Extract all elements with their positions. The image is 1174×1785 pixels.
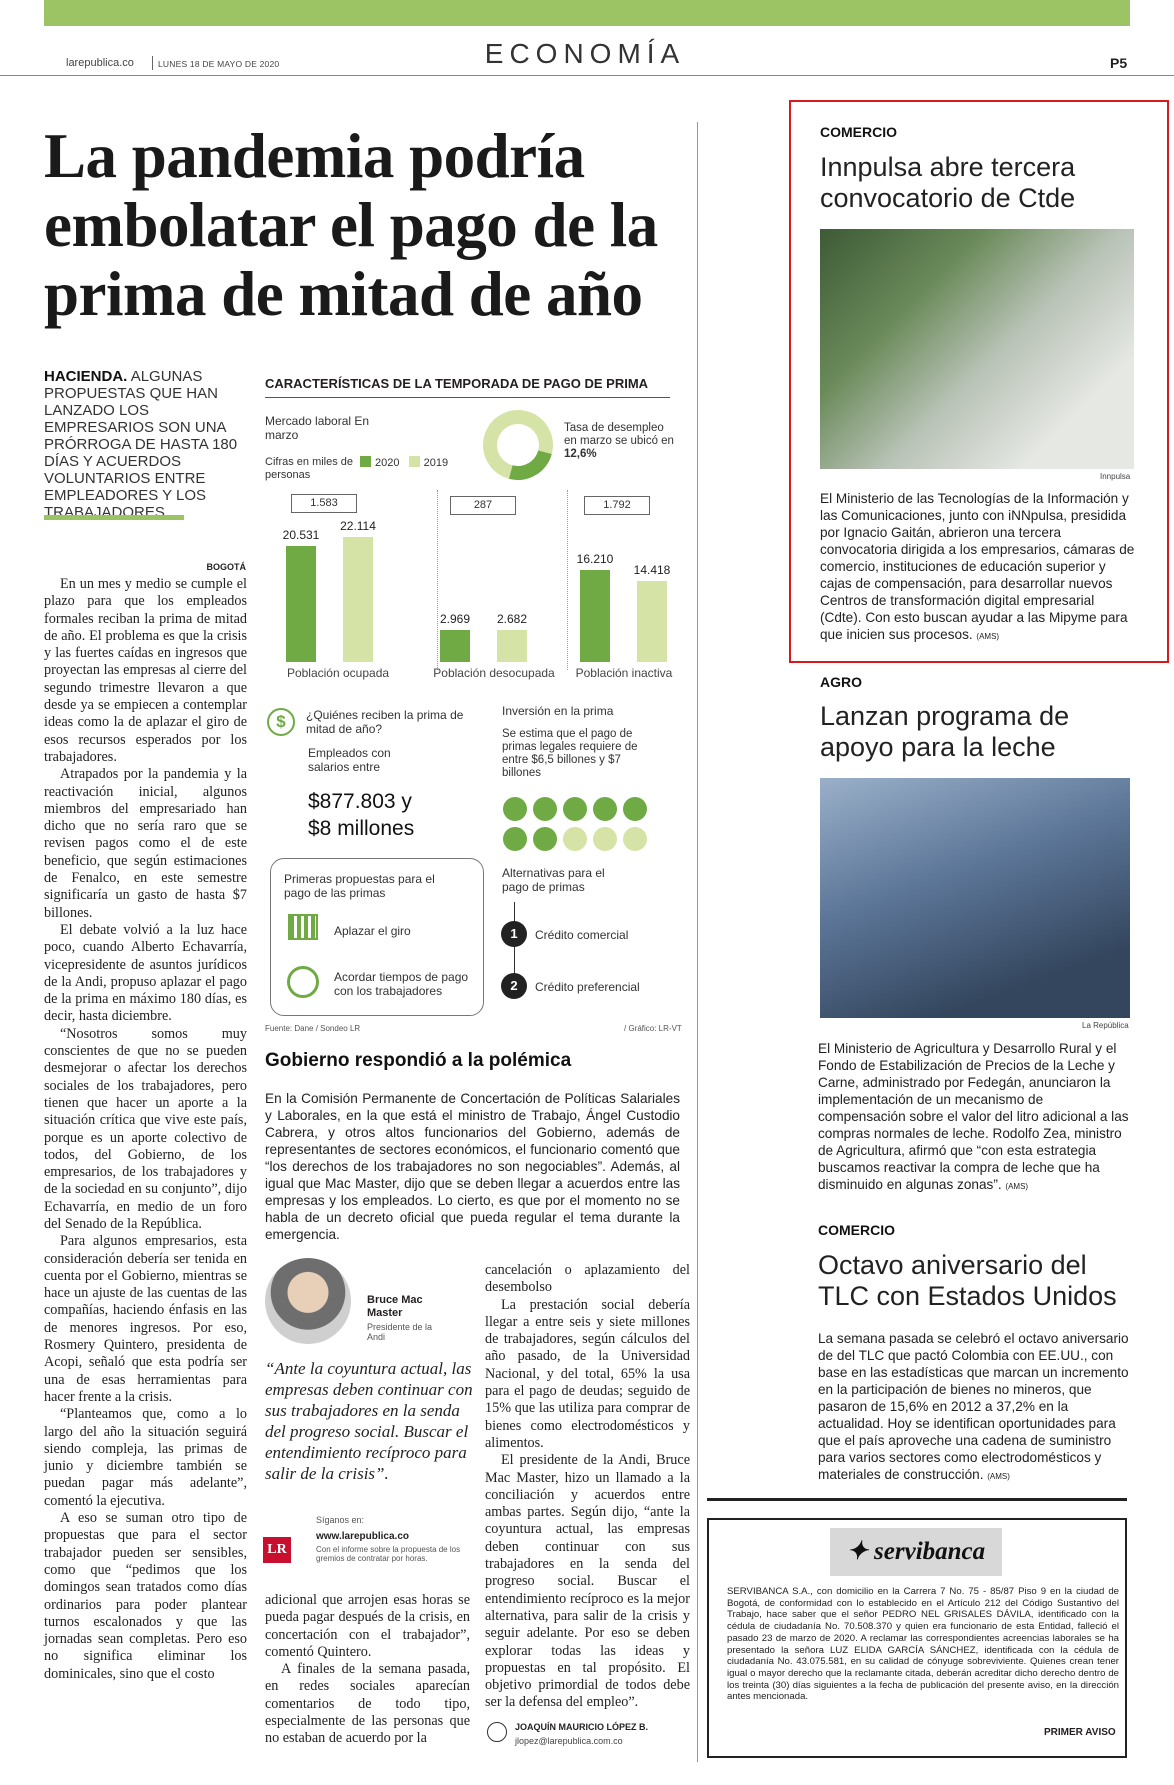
paragraph: “Planteamos que, como a lo largo del año la situación seguirá siendo compleja, las primas de junio y diciembre también se puedan pagar más adelante”, comentó la ejecutiva. bbox=[44, 1406, 247, 1509]
notice-footer: PRIMER AVISO bbox=[1044, 1727, 1116, 1738]
top-color-band bbox=[44, 0, 1130, 26]
paragraph: La prestación social debería llegar a entre seis y siete millones de trabajadores, según cálculos del año pasado, de la Universidad Nacional, y del total, 65% la usa para el pago de deudas; seguido de 15% que las utiliza para comprar de bienes como electrodomésticos y alimentos. bbox=[485, 1296, 690, 1451]
sidebar-2-body bbox=[818, 1040, 1134, 1195]
photo-credit: Innpulsa bbox=[1100, 472, 1131, 481]
lr-logo: LR bbox=[263, 1537, 291, 1563]
paragraph: adicional que arrojen esas horas se pueda pagar después de la crisis, en concertación con el trabajador”, comentó Quintero. bbox=[265, 1592, 470, 1660]
investment-dot bbox=[623, 827, 647, 851]
investment-dot bbox=[533, 797, 557, 821]
clock-icon bbox=[287, 966, 319, 998]
unemployment-donut bbox=[470, 397, 566, 493]
follow-text: Con el informe sobre la propuesta de los gremios de contratar por horas. bbox=[316, 1545, 461, 1563]
bar bbox=[286, 546, 316, 662]
site-name: larepublica.co bbox=[66, 57, 134, 69]
headline: La pandemia podría embolatar el pago de la prima de mitad de año bbox=[44, 121, 658, 329]
subheading: Gobierno respondió a la polémica bbox=[265, 1050, 572, 1071]
investment-dot bbox=[503, 827, 527, 851]
signature: (AMS) bbox=[987, 1472, 1010, 1481]
investment-dot bbox=[593, 797, 617, 821]
author-chat-icon bbox=[487, 1722, 507, 1742]
author-email[interactable]: jlopez@larepublica.com.co bbox=[515, 1736, 623, 1746]
graphic-title: CARACTERÍSTICAS DE LA TEMPORADA DE PAGO DE PRIMA bbox=[265, 376, 670, 398]
dollar-icon: $ bbox=[267, 708, 295, 736]
sidebar-2-kicker: AGRO bbox=[820, 674, 862, 690]
brand-icon: ✦ bbox=[846, 1538, 868, 1565]
graphic-divider bbox=[567, 490, 568, 670]
sidebar-1-body bbox=[820, 490, 1136, 645]
legend-swatch-2020 bbox=[360, 456, 371, 467]
section-title: ECONOMÍA bbox=[484, 38, 686, 69]
lede-text: ALGUNAS PROPUESTAS QUE HAN LANZADO LOS EMPRESARIOS SON UNA PRÓRROGA DE HASTA 180 DÍAS Y ACUERDOS VOLUNTARIOS ENTRE EMPLEADORES Y LOS TRABAJADORES bbox=[44, 368, 238, 521]
sub-body: En la Comisión Permanente de Concertación de Políticas Salariales y Laborales, en la que está el ministro de Trabajo, Ángel Custodio Cabrera, y otros altos funcionarios del Gobierno, además de representantes de sectores económicos, el funcionario comentó que “los derechos de los trabajadores no son negociables”. Además, al igual que Mac Master, dijo que se deben llegar a acuerdos entre las empresas y los empleados. Lo cierto, es que por el momento no se habla de un decreto oficial que pueda regular el tema durante la emergencia. bbox=[265, 1091, 680, 1242]
graphic-divider bbox=[437, 490, 438, 670]
investment-dot bbox=[503, 797, 527, 821]
notice-text: SERVIBANCA S.A., con domicilio en la Carrera 7 No. 75 - 85/87 Piso 9 en la ciudad de Bogotá, de conformidad con lo establecido en el Artículo 212 del Código Sustantivo del Trabajo, hace saber que el señor PEDRO NEL GRISALES DÁVILA, identificado con la cédula de ciudadanía No. 70.508.370 y quien era funcionario de esta Entidad, falleció el pasado 23 de marzo de 2020. A reclamar las correspondientes acreencias laborales se ha presentado la señora LUZ ELIDA GARCÍA SÁNCHEZ, identificada con la cédula de ciudadanía No. 43.075.581, en su calidad de cónyuge sobreviviente. Quienes crean tener igual o mayor derecho que la reclamante citada, deberán acreditar dicho derecho dentro de los treinta (30) días siguientes a la fecha de publicación del presente aviso, en la dirección antes mencionada. bbox=[727, 1586, 1119, 1703]
servibanca-logo bbox=[830, 1528, 1002, 1576]
lede-rule bbox=[44, 515, 184, 520]
bar-value-label: 2.969 bbox=[439, 612, 471, 626]
unemployment-caption: Tasa de desempleo en marzo se ubicó en bbox=[564, 422, 674, 447]
lede-tag: HACIENDA. bbox=[44, 368, 128, 385]
bar-value-label: 16.210 bbox=[576, 552, 614, 567]
follow-label: Síganos en: bbox=[316, 1515, 365, 1525]
sidebar-1-kicker: COMERCIO bbox=[820, 124, 897, 140]
article-column-2 bbox=[265, 1592, 470, 1748]
investment-dot bbox=[533, 827, 557, 851]
sidebar-3-body bbox=[818, 1330, 1134, 1485]
diff-box-ocupada: 1.583 bbox=[291, 494, 357, 513]
sidebar-2-title: Lanzan programa de apoyo para la leche bbox=[820, 701, 1070, 762]
investment-text: Se estima que el pago de primas legales requiere de entre $6,5 billones y $7 billones bbox=[502, 728, 638, 779]
paragraph: En un mes y medio se cumple el plazo para que los empleados formales reciban la prima de mitad de año. El problema es que la crisis y las fuertes caídas en ingresos que proyectan las empresas al cierre del segundo trimestre llevaron a que desde ya se empiecen a contemplar ideas como la de aplazar el giro de esos recursos esperados por los trabajadores. bbox=[44, 576, 247, 765]
author-name: JOAQUÍN MAURICIO LÓPEZ B. bbox=[515, 1722, 649, 1732]
investment-dot bbox=[593, 827, 617, 851]
article-column-1 bbox=[44, 576, 247, 1683]
paragraph: cancelación o aplazamiento del desembolso bbox=[485, 1262, 690, 1296]
legend-2019: 2019 bbox=[423, 457, 449, 469]
category-label: Población inactiva bbox=[575, 666, 673, 680]
header-separator bbox=[152, 56, 153, 70]
bar bbox=[343, 537, 373, 662]
alternative-number: 1 bbox=[501, 921, 527, 947]
bar-value-label: 14.418 bbox=[633, 562, 671, 577]
bar-value-label: 2.682 bbox=[496, 612, 528, 626]
quote-person-role: Presidente de la Andi bbox=[367, 1322, 433, 1342]
bruce-mac-master-portrait bbox=[265, 1258, 351, 1344]
diff-box-inactiva: 1.792 bbox=[584, 496, 650, 515]
paragraph: Atrapados por la pandemia y la reactivación inicial, algunos miembros del empresariado han dicho que no sería raro que se revisen pagos como el de este beneficio, que según estimaciones de Fenalco, en este semestre significaría un gasto de hasta $7 billones. bbox=[44, 766, 247, 921]
ignacio-gaitan-photo bbox=[820, 229, 1134, 469]
column-divider bbox=[697, 122, 698, 1762]
bar-value-label: 22.114 bbox=[340, 519, 376, 533]
sidebar-3-text: La semana pasada se celebró el octavo aniversario de del TLC que pactó Colombia con EE.UU., con base en las estadísticas que marcan un incremento en la participación de bienes no mineros, que pasaron de 15,6% en 2012 a 37,2% en la actualidad. Hoy se identifican oportunidades para que el país aproveche una cadena de suministro para varios sectores como electrodomésticos y materiales de construcción. bbox=[818, 1331, 1129, 1482]
alternative-number: 2 bbox=[501, 973, 527, 999]
sidebar-3-title: Octavo aniversario del TLC con Estados Unidos bbox=[818, 1250, 1117, 1311]
photo-credit: La República bbox=[1082, 1021, 1129, 1030]
proposal-1: Aplazar el giro bbox=[334, 924, 411, 938]
page-number: P5 bbox=[1110, 55, 1128, 71]
unemployment-text bbox=[564, 422, 674, 461]
paragraph: El presidente de la Andi, Bruce Mac Master, hizo un llamado a la conciliación y acuerdos entre ambas partes. Según dijo, “ante la coyuntura actual, las empresas deben continuar con sus trabajadores en la senda del progreso social. Buscar el entendimiento recíproco es la mejor alternativa, para salir de la crisis y seguir adelante. Por eso se deben explorar todas las ideas y propuestas en tal propósito. El objetivo primordial de todos debe ser la defensa del empleo”. bbox=[485, 1452, 690, 1711]
lede bbox=[44, 368, 259, 521]
header-rule bbox=[0, 75, 1174, 76]
paragraph: El debate volvió a la luz hace poco, cuando Alberto Echavarría, vicepresidente de asuntos jurídicos de la Andi, propuso aplazar el pago de la prima en máximo 180 días, es decir, hasta diciembre. bbox=[44, 921, 247, 1025]
paragraph: Para algunos empresarios, esta consideración debería ser tenida en cuenta por el Gobierno, mientras se hace un ajuste de las cuentas de las compañías, haciendo énfasis en las de menores ingresos. Por eso, Rosmery Quintero, presidenta de Acopi, señaló que esta podría ser una de esas herramientas para hacer frente a la crisis. bbox=[44, 1233, 247, 1405]
pull-quote: “Ante la coyuntura actual, las empresas deben continuar con sus trabajadores en la senda del progreso social. Buscar el entendimiento recíproco para salir de la crisis”. bbox=[265, 1359, 473, 1483]
legend bbox=[360, 456, 448, 470]
investment-title: Inversión en la prima bbox=[502, 704, 614, 718]
sidebar-1-title: Innpulsa abre tercera convocatorio de Ctde bbox=[820, 152, 1076, 213]
proposal-2: Acordar tiempos de pago con los trabajadores bbox=[334, 970, 469, 998]
paragraph: A finales de la semana pasada, en redes sociales aparecían comentarios de todo tipo, especialmente de las personas que no estaban de acuerdo por la bbox=[265, 1661, 470, 1747]
proposals-title: Primeras propuestas para el pago de las primas bbox=[284, 872, 435, 900]
bar bbox=[580, 570, 610, 662]
bar bbox=[440, 630, 470, 662]
category-label: Población desocupada bbox=[433, 666, 555, 680]
signature: (AMS) bbox=[976, 632, 1000, 641]
alternative-2: Crédito preferencial bbox=[535, 980, 640, 994]
legend-2020: 2020 bbox=[375, 457, 400, 469]
graphic-credit: / Gráfico: LR-VT bbox=[624, 1024, 682, 1033]
rodolfo-zea-photo bbox=[820, 778, 1130, 1018]
market-label: Mercado laboral En marzo bbox=[265, 414, 370, 442]
article-column-3 bbox=[485, 1262, 690, 1712]
alternative-1: Crédito comercial bbox=[535, 928, 629, 942]
follow-url[interactable]: www.larepublica.co bbox=[316, 1531, 409, 1542]
who-subtitle: Empleados con salarios entre bbox=[308, 746, 391, 774]
dateline: BOGOTÁ bbox=[206, 562, 246, 572]
investment-dot bbox=[623, 797, 647, 821]
bar bbox=[637, 581, 667, 662]
alternatives-title: Alternativas para el pago de primas bbox=[502, 866, 605, 894]
category-label: Población ocupada bbox=[286, 666, 390, 680]
bar bbox=[497, 630, 527, 662]
graphic-source: Fuente: Dane / Sondeo LR bbox=[265, 1024, 361, 1033]
investment-dot bbox=[563, 827, 587, 851]
units-label: Cifras en miles de personas bbox=[265, 456, 354, 481]
unemployment-value: 12,6% bbox=[564, 448, 597, 460]
signature: (AMS) bbox=[1005, 1182, 1029, 1191]
quote-person-name: Bruce Mac Master bbox=[367, 1294, 423, 1319]
calendar-icon bbox=[288, 914, 318, 940]
legend-swatch-2019 bbox=[409, 456, 420, 467]
sidebar-3-kicker: COMERCIO bbox=[818, 1222, 895, 1238]
investment-dot bbox=[563, 797, 587, 821]
bar-value-label: 20.531 bbox=[282, 527, 320, 542]
issue-date: LUNES 18 DE MAYO DE 2020 bbox=[158, 59, 280, 69]
paragraph: “Nosotros somos muy conscientes de que no se pueden desmejorar o afectar los derechos sociales de los trabajadores, pero tienen que hacer un aporte a la situación crítica que vive este país, porque es un aporte colectivo de todos, del Gobierno, de los empresarios, de los trabajadores y de la sociedad en su conjunto”, dijo Echavarría, en medio de un foro del Senado de la República. bbox=[44, 1025, 247, 1232]
brand-name: servibanca bbox=[874, 1538, 986, 1565]
who-title: ¿Quiénes reciben la prima de mitad de año? bbox=[306, 708, 464, 736]
paragraph: A eso se suman otro tipo de propuestas que para el sector trabajador pueden ser sensibles, como que “pedimos que los domingos sean tratados como días ordinarios para poder plantear turnos escalonados y que las jornadas sean completas. Pero eso no significa eliminar los dominicales, sino que el costo bbox=[44, 1510, 247, 1682]
salary-range: $877.803 y $8 millones bbox=[308, 790, 415, 840]
sidebar-1-text: El Ministerio de las Tecnologías de la Información y las Comunicaciones, junto con iNNpulsa, presidida por Ignacio Gaitán, abrieron una tercera convocatoria dirigida a los empresarios, cámaras de comercio, instituciones de educación superior y cajas de compensación, para desarrollar nuevos Centros de transformación digital empresarial (Cdte). Con esto buscan ayudar a las Mipyme para que inicien sus procesos. bbox=[820, 491, 1135, 642]
diff-box-desocupada: 287 bbox=[450, 496, 516, 515]
sidebar-2-text: El Ministerio de Agricultura y Desarrollo Rural y el Fondo de Estabilización de Precios de la Leche y Carne, administrado por Fedegán, anunciaron la implementación de un mecanismo de compensación sobre el valor del litro adicional a las compras normales de leche. Rodolfo Zea, ministro de Agricultura, afirmó que “con esta estrategia buscamos reactivar la compra de leche que ha disminuido en algunas zonas”. bbox=[818, 1041, 1129, 1192]
notice-rule bbox=[707, 1498, 1127, 1501]
